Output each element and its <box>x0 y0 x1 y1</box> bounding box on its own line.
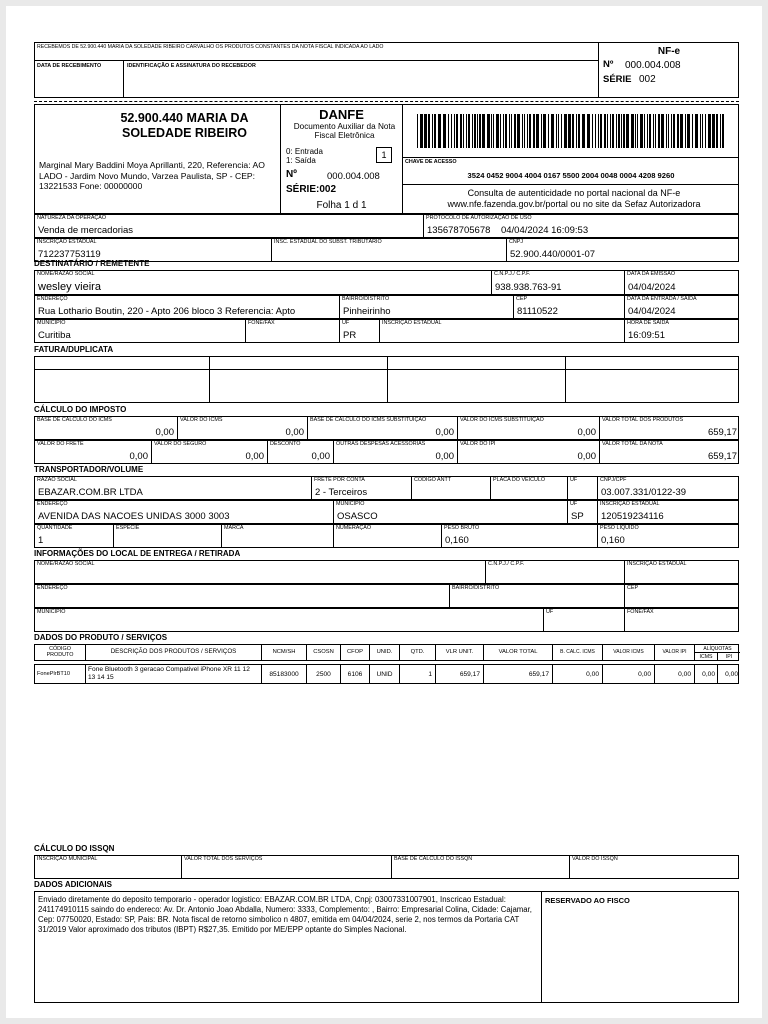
th-unid: UNID. <box>369 645 399 660</box>
dest-cpf-label: C.N.P.J./ C.P.F. <box>494 271 531 277</box>
valor-ipi-value: 0,00 <box>577 450 596 462</box>
valor-ipi-label: VALOR DO IPI <box>460 441 496 447</box>
entrega-title: INFORMAÇÕES DO LOCAL DE ENTREGA / RETIRADA <box>34 549 241 558</box>
th-valor-total: VALOR TOTAL <box>483 645 552 660</box>
transp-numeracao-label: NUMERAÇÃO <box>336 525 372 531</box>
entrega-ie-label: INSCRIÇÃO ESTADUAL <box>627 561 687 567</box>
valor-icms-st-value: 0,00 <box>577 426 596 438</box>
danfe-numero-prefix: Nº <box>286 169 297 180</box>
th-ncm: NCM/SH <box>261 645 306 660</box>
adicionais-text: Enviado diretamente do deposito temporario - operador logistico: EBAZAR.COM.BR LTDA, Cnpj: 03007331007901, Inscricao Estadual: 241174910115 saindo do endereco: Av. Dr. Antonio Joao Abdalla, Numero: 3333, Complemento: , Bairro: Empresarial Colina, Cidade: Cajamar, Cep: 07750020, Estado: SP, Pais: BR. Nota fiscal de retorno simbolico n 4807, emitida em 04/04/2024, serie 2, nos termos da Portaria CAT 31/2019 Valor aproximado dos tributos (IBPT) R$27,35. Emitido por ME/EPP optante do Simples Nacional. <box>38 895 532 935</box>
dest-fone-label: FONE/FAX <box>248 320 275 326</box>
natureza-row <box>34 214 739 238</box>
natureza-value: Venda de mercadorias <box>38 224 134 236</box>
transportador-row1 <box>34 476 739 500</box>
produto-descricao: Fone Bluetooth 3 geracao Compativel iPhone XR 11 12 13 14 15 <box>85 665 261 683</box>
danfe-entrada: 0: Entrada <box>286 147 323 156</box>
chave-value: 3524 0452 9004 4004 0167 5500 2004 0048 0004 4208 9260 <box>467 171 675 180</box>
th-aliq-ipi: IPI <box>717 653 740 660</box>
entrega-cpf-label: C.N.P.J./ C.P.F. <box>488 561 525 567</box>
issqn-valor-servicos-label: VALOR TOTAL DOS SERVIÇOS <box>184 856 263 862</box>
transportador-row3 <box>34 524 739 548</box>
reservado-fisco: RESERVADO AO FISCO <box>545 896 630 905</box>
transp-municipio-label: MUNICÍPIO <box>336 501 365 507</box>
dest-bairro: Pinheirinho <box>343 305 391 317</box>
dest-municipio: Curitiba <box>38 329 71 341</box>
entrega-endereco-label: ENDEREÇO <box>37 585 68 591</box>
danfe-sheet <box>6 6 762 1018</box>
danfe-serie: SÉRIE:002 <box>286 184 337 195</box>
nfe-label: NF-e <box>657 46 681 57</box>
transp-uf2: SP <box>571 510 584 522</box>
dest-bairro-label: BAIRRO/DISTRITO <box>342 296 390 302</box>
transp-razao-label: RAZÃO SOCIAL <box>37 477 77 483</box>
issqn-inscricao-label: INSCRIÇÃO MUNICIPAL <box>37 856 98 862</box>
danfe-folha: Folha 1 d 1 <box>316 200 367 211</box>
total-produtos-label: VALOR TOTAL DOS PRODUTOS <box>602 417 684 423</box>
desconto-value: 0,00 <box>311 450 330 462</box>
th-cfop: CFOP <box>340 645 369 660</box>
protocolo-label: PROTOCOLO DE AUTORIZAÇÃO DE USO <box>426 215 532 221</box>
total-nota-value: 659,17 <box>707 450 737 462</box>
emitente-nome: 52.900.440 MARIA DA SOLEDADE RIBEIRO <box>120 111 249 140</box>
destinatario-row1 <box>34 270 739 295</box>
produto-valor-total: 659,17 <box>483 665 552 683</box>
entrega-nome-label: NOME/RAZÃO SOCIAL <box>37 561 95 567</box>
frete-label: VALOR DO FRETE <box>37 441 84 447</box>
danfe-subtitle: Documento Auxiliar da Nota Fiscal Eletrônica <box>293 122 396 141</box>
natureza-label: NATUREZA DA OPERAÇÃO <box>37 215 107 221</box>
dest-uf: PR <box>343 329 357 341</box>
seguro-label: VALOR DO SEGURO <box>154 441 207 447</box>
transp-cnpj-label: CNPJ/CPF <box>600 477 627 483</box>
produto-valor-ipi: 0,00 <box>654 665 694 683</box>
transp-especie-label: ESPÉCIE <box>116 525 140 531</box>
dest-nome: wesley vieira <box>38 280 101 293</box>
th-descricao: DESCRIÇÃO DOS PRODUTOS / SERVIÇOS <box>85 645 261 660</box>
canhoto-recebemos: RECEBEMOS DE 52.900.440 MARIA DA SOLEDADE RIBEIRO CARVALHO OS PRODUTOS CONSTANTES DA NOTA FISCAL INDICADA AO LADO <box>37 44 384 50</box>
base-icms-value: 0,00 <box>155 426 174 438</box>
canhoto-left <box>35 43 598 97</box>
protocolo-value: 135678705678 04/04/2024 16:09:53 <box>427 224 589 236</box>
entrega-municipio-label: MUNICÍPIO <box>37 609 66 615</box>
issqn-title: CÁLCULO DO ISSQN <box>34 844 115 853</box>
transp-qtd: 1 <box>38 534 44 546</box>
th-valor-icms: VALOR ICMS <box>602 645 654 660</box>
danfe-tipo-box: 1 <box>376 147 392 163</box>
emitente-endereco: Marginal Mary Baddini Moya Aprillanti, 220, Referencia: AO LADO - Jardim Novo Mundo, Varzea Paulista, SP - CEP: 13221533 Fone: 00000000 <box>39 160 265 192</box>
produto-codigo: FonePlrBT10 <box>37 671 70 677</box>
transp-razao: EBAZAR.COM.BR LTDA <box>38 486 143 498</box>
produto-row <box>34 664 739 684</box>
danfe-numero: 000.004.008 <box>327 171 380 182</box>
dest-cep-label: CEP <box>516 296 528 302</box>
th-aliquotas <box>694 645 740 660</box>
transp-peso-bruto-label: PESO BRUTO <box>444 525 480 531</box>
transp-frete: 2 - Terceiros <box>315 486 368 498</box>
transp-municipio: OSASCO <box>337 510 378 522</box>
base-icms-label: BASE DE CÁLCULO DO ICMS <box>37 417 112 423</box>
chave-label: CHAVE DE ACESSO <box>405 159 457 165</box>
produto-unid: UNID <box>369 665 399 683</box>
produtos-header <box>34 644 739 661</box>
dest-endereco: Rua Lothario Boutin, 220 - Apto 206 bloco 3 Referencia: Apto <box>38 305 296 317</box>
transp-frete-label: FRETE POR CONTA <box>314 477 365 483</box>
imposto-row2 <box>34 440 739 464</box>
th-vlr-unit: VLR UNIT. <box>435 645 483 660</box>
total-nota-label: VALOR TOTAL DA NOTA <box>602 441 663 447</box>
transp-peso-liquido-label: PESO LÍQUIDO <box>600 525 639 531</box>
th-aliquotas-label: ALÍQUOTAS <box>695 645 740 653</box>
transp-cnpj: 03.007.331/0122-39 <box>601 486 687 498</box>
dest-hora-label: HORA DE SAÍDA <box>627 320 669 326</box>
transp-uf2-label: UF <box>570 501 578 507</box>
produto-valor-icms: 0,00 <box>602 665 654 683</box>
dest-endereco-label: ENDEREÇO <box>37 296 68 302</box>
transp-endereco: AVENIDA DAS NACOES UNIDAS 3000 3003 <box>38 510 230 522</box>
adicionais-box <box>34 891 739 1003</box>
base-icms-st-label: BASE DE CÁLCULO DO ICMS SUBSTITUIÇÃO <box>310 417 427 423</box>
transportador-title: TRANSPORTADOR/VOLUME <box>34 465 144 474</box>
desconto-label: DESCONTO <box>270 441 301 447</box>
dest-entrada-saida: 04/04/2024 <box>628 305 676 317</box>
entrega-row1 <box>34 560 739 584</box>
produto-aliq-ipi: 0,00 <box>717 665 740 683</box>
produto-qtd: 1 <box>399 665 435 683</box>
dest-ie-label: INSCRIÇÃO ESTADUAL <box>382 320 442 326</box>
transp-endereco-label: ENDEREÇO <box>37 501 68 507</box>
ie-st-label: INSC. ESTADUAL DO SUBST. TRIBUTÁRIO <box>274 239 382 245</box>
barcode <box>417 114 727 148</box>
outras-despesas-value: 0,00 <box>435 450 454 462</box>
danfe-title: DANFE <box>319 107 364 122</box>
imposto-title: CÁLCULO DO IMPOSTO <box>34 405 127 414</box>
canhoto-numero-prefix: Nº <box>603 59 614 70</box>
produto-cfop: 6106 <box>340 665 369 683</box>
th-csosn: CSOSN <box>306 645 340 660</box>
destinatario-title: DESTINATÁRIO / REMETENTE <box>34 259 150 268</box>
cnpj-label: CNPJ <box>509 239 524 245</box>
th-qtd: QTD. <box>399 645 435 660</box>
issqn-row <box>34 855 739 879</box>
dest-uf-label: UF <box>342 320 350 326</box>
canhoto-nfe <box>598 43 739 97</box>
transp-ie: 120519234116 <box>601 510 664 522</box>
ie-label: INSCRIÇÃO ESTADUAL <box>37 239 97 245</box>
produto-ncm: 85183000 <box>261 665 306 683</box>
destinatario-row3 <box>34 319 739 343</box>
dest-emissao: 04/04/2024 <box>628 281 676 293</box>
chave-box <box>402 105 739 213</box>
transp-marca-label: MARCA <box>224 525 244 531</box>
emitente <box>35 105 280 213</box>
base-icms-st-value: 0,00 <box>435 426 454 438</box>
adicionais-title: DADOS ADICIONAIS <box>34 880 112 889</box>
cnpj-value: 52.900.440/0001-07 <box>510 248 596 260</box>
dest-emissao-label: DATA DA EMISSÃO <box>627 271 676 277</box>
transportador-row2 <box>34 500 739 524</box>
ie-value: 712237753119 <box>38 248 101 260</box>
transp-placa-label: PLACA DO VEÍCULO <box>493 477 546 483</box>
total-produtos-value: 659,17 <box>707 426 737 438</box>
identificacao-label: IDENTIFICAÇÃO E ASSINATURA DO RECEBEDOR <box>127 63 256 69</box>
entrega-fone-label: FONE/FAX <box>627 609 654 615</box>
entrega-bairro-label: BAIRRO/DISTRITO <box>452 585 500 591</box>
seguro-value: 0,00 <box>245 450 264 462</box>
th-aliq-icms: ICMS <box>699 654 713 660</box>
canhoto <box>34 42 739 98</box>
transp-uf-label: UF <box>570 477 578 483</box>
frete-value: 0,00 <box>129 450 148 462</box>
transp-peso-liquido: 0,160 <box>601 534 625 546</box>
fatura-title: FATURA/DUPLICATA <box>34 345 114 354</box>
produto-bcalc-icms: 0,00 <box>552 665 602 683</box>
outras-despesas-label: OUTRAS DESPESAS ACESSÓRIAS <box>336 441 426 447</box>
produto-aliq-icms: 0,00 <box>694 665 717 683</box>
th-codigo: CÓDIGO PRODUTO <box>46 646 74 658</box>
transp-peso-bruto: 0,160 <box>445 534 469 546</box>
th-bcalc-icms: B. CALC. ICMS <box>552 645 602 660</box>
fatura-grid <box>34 356 739 403</box>
entrega-row3 <box>34 608 739 632</box>
canhoto-serie: 002 <box>639 74 656 85</box>
dest-nome-label: NOME/RAZÃO SOCIAL <box>37 271 95 277</box>
transp-antt-label: CÓDIGO ANTT <box>414 477 452 483</box>
dest-hora: 16:09:51 <box>628 329 665 341</box>
issqn-base-label: BASE DE CÁLCULO DO ISSQN <box>394 856 473 862</box>
danfe-box <box>280 105 402 213</box>
destinatario-row2 <box>34 295 739 319</box>
imposto-row1 <box>34 416 739 440</box>
canhoto-serie-label: SÉRIE <box>603 74 632 85</box>
entrega-row2 <box>34 584 739 608</box>
transp-ie-label: INSCRIÇÃO ESTADUAL <box>600 501 660 507</box>
valor-icms-label: VALOR DO ICMS <box>180 417 223 423</box>
dest-municipio-label: MUNICÍPIO <box>37 320 66 326</box>
danfe-saida: 1: Saída <box>286 156 316 165</box>
emitente-block <box>34 104 739 214</box>
produto-csosn: 2500 <box>306 665 340 683</box>
valor-icms-st-label: VALOR DO ICMS SUBSTITUIÇÃO <box>460 417 544 423</box>
produto-vlr-unit: 659,17 <box>435 665 483 683</box>
issqn-valor-label: VALOR DO ISSQN <box>572 856 618 862</box>
dest-cep: 81110522 <box>517 305 558 317</box>
transp-qtd-label: QUANTIDADE <box>37 525 73 531</box>
canhoto-separator <box>34 101 739 102</box>
produtos-title: DADOS DO PRODUTO / SERVIÇOS <box>34 633 168 642</box>
canhoto-numero: 000.004.008 <box>625 60 681 71</box>
chave-consulta: Consulta de autenticidade no portal nacional da NF-e www.nfe.fazenda.gov.br/portal ou no site da Sefaz Autorizadora <box>447 188 701 209</box>
dest-cpf: 938.938.763-91 <box>495 281 562 293</box>
entrega-cep-label: CEP <box>627 585 639 591</box>
valor-icms-value: 0,00 <box>285 426 304 438</box>
th-valor-ipi: VALOR IPI <box>654 645 694 660</box>
dest-entrada-saida-label: DATA DA ENTRADA / SAÍDA <box>627 296 697 302</box>
entrega-uf-label: UF <box>546 609 554 615</box>
data-recebimento-label: DATA DE RECEBIMENTO <box>37 63 102 69</box>
